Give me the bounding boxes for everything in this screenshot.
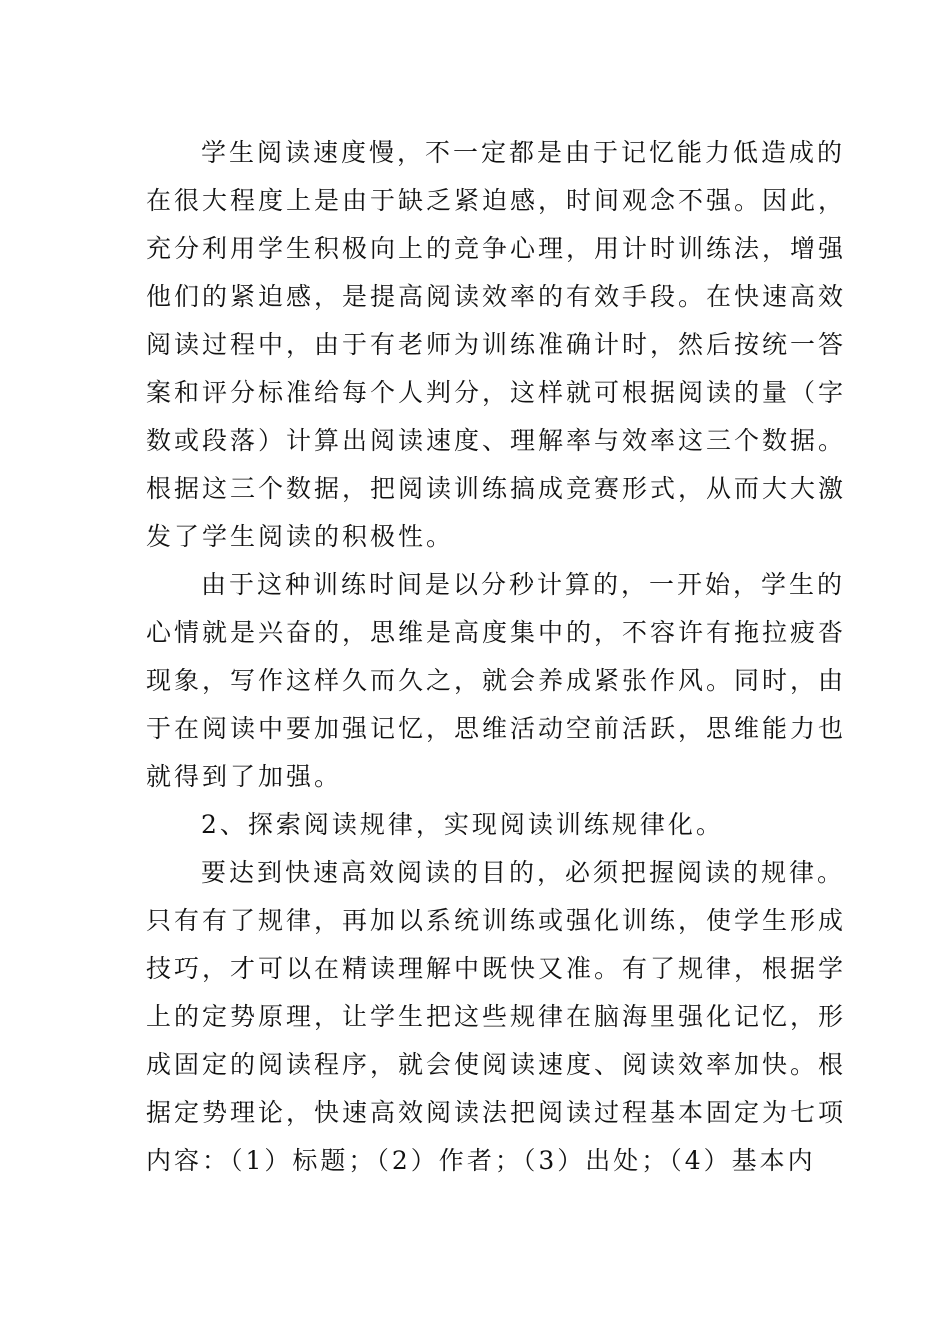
section-heading: 2、探索阅读规律，实现阅读训练规律化。 bbox=[201, 810, 724, 839]
paragraph-line: 心情就是兴奋的，思维是高度集中的，不容许有拖拉疲沓 bbox=[146, 618, 847, 647]
paragraph-line: 技巧，才可以在精读理解中既快又准。有了规律，根据学 bbox=[146, 954, 847, 983]
paragraph-line: 他们的紧迫感，是提高阅读效率的有效手段。在快速高效 bbox=[146, 282, 847, 311]
paragraph-line: 现象，写作这样久而久之，就会养成紧张作风。同时，由 bbox=[146, 666, 847, 695]
paragraph-line: 上的定势原理，让学生把这些规律在脑海里强化记忆，形 bbox=[146, 1002, 847, 1031]
paragraph-line: 由于这种训练时间是以分秒计算的，一开始，学生的 bbox=[201, 570, 846, 599]
paragraph-line: 成固定的阅读程序，就会使阅读速度、阅读效率加快。根 bbox=[146, 1050, 847, 1079]
paragraph-line: 据定势理论，快速高效阅读法把阅读过程基本固定为七项 bbox=[146, 1098, 847, 1127]
paragraph-line: 充分利用学生积极向上的竞争心理，用计时训练法，增强 bbox=[146, 234, 847, 263]
paragraph-line: 根据这三个数据，把阅读训练搞成竞赛形式，从而大大激 bbox=[146, 474, 847, 503]
paragraph-line: 内容：（1）标题；（2）作者；（3）出处；（4）基本内 bbox=[146, 1146, 816, 1175]
paragraph-line: 发了学生阅读的积极性。 bbox=[146, 522, 455, 551]
paragraph-line: 学生阅读速度慢，不一定都是由于记忆能力低造成的 bbox=[201, 138, 846, 167]
paragraph-line: 数或段落）计算出阅读速度、理解率与效率这三个数据。 bbox=[146, 426, 847, 455]
body-text bbox=[146, 129, 847, 1185]
paragraph-line: 要达到快速高效阅读的目的，必须把握阅读的规律。 bbox=[201, 858, 846, 887]
paragraph-line: 只有有了规律，再加以系统训练或强化训练，使学生形成 bbox=[146, 906, 847, 935]
paragraph-line: 案和评分标准给每个人判分，这样就可根据阅读的量（字 bbox=[146, 378, 847, 407]
paragraph-line: 于在阅读中要加强记忆，思维活动空前活跃，思维能力也 bbox=[146, 714, 847, 743]
paragraph-line: 就得到了加强。 bbox=[146, 762, 343, 791]
paragraph-line: 在很大程度上是由于缺乏紧迫感，时间观念不强。因此， bbox=[146, 186, 847, 215]
paragraph-line: 阅读过程中，由于有老师为训练准确计时，然后按统一答 bbox=[146, 330, 847, 359]
